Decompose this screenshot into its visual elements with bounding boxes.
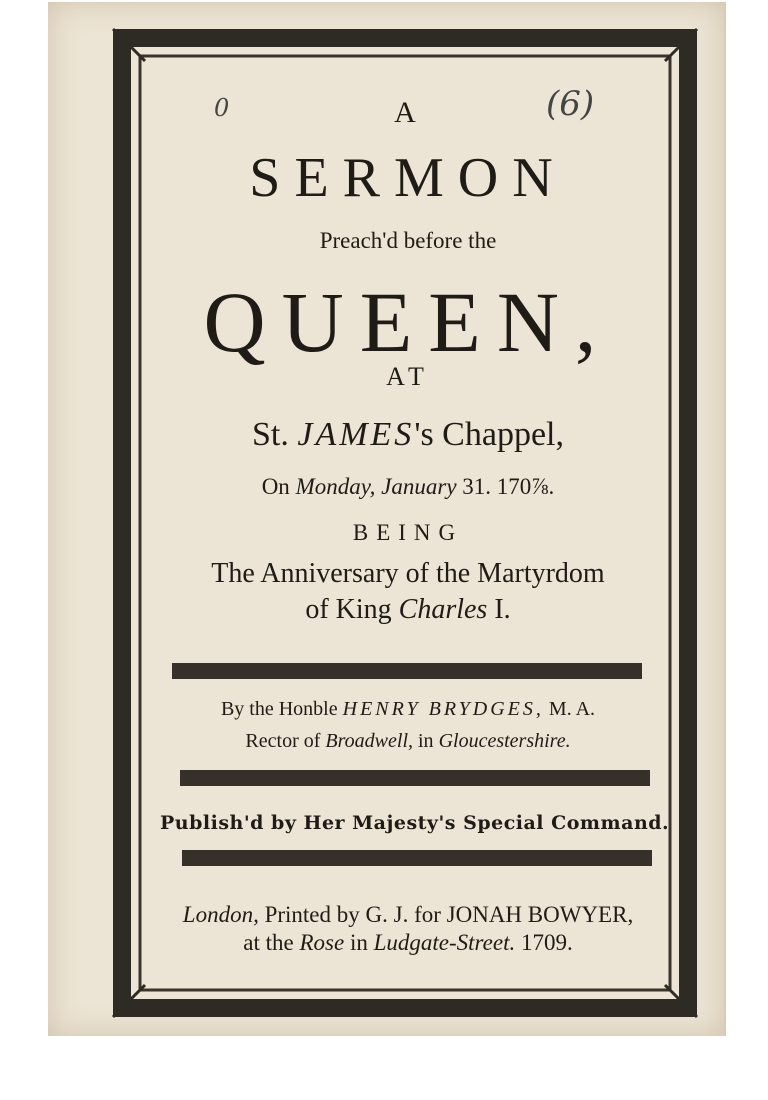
imprint-street: Ludgate-Street.: [373, 930, 516, 955]
title-anniversary-line: The Anniversary of the Martyrdom: [211, 558, 605, 589]
imprint-sign: Rose: [299, 930, 345, 955]
handwritten-mark-left: 0: [214, 94, 230, 122]
imprint-printed-by: Printed by G. J. for JONAH BOWYER,: [264, 902, 634, 927]
date-day: Monday,: [295, 474, 376, 499]
chapel-suffix: 's Chappel,: [414, 416, 564, 453]
title-sermon: SERMON: [249, 147, 567, 209]
king-prefix: of King: [305, 594, 392, 625]
publication-command: Publish'd by Her Majesty's Special Command.: [160, 812, 670, 834]
date-on: On: [261, 474, 290, 499]
title-being: BEING: [352, 520, 464, 545]
title-date-line: [160, 474, 656, 500]
imprint-in: in: [349, 930, 368, 955]
chapel-name: JAMES: [297, 416, 415, 453]
rector-parish: Broadwell,: [325, 730, 413, 752]
title-article: A: [394, 96, 422, 129]
title-queen: QUEEN,: [203, 274, 613, 370]
rector-county-in: in: [418, 730, 434, 752]
imprint-city: London,: [182, 902, 259, 927]
rector-county: Gloucestershire.: [438, 730, 571, 752]
rector-prefix: Rector of: [245, 730, 321, 752]
imprint-at-the: at the: [243, 930, 294, 955]
author-line: [160, 698, 656, 721]
rule-3: [182, 850, 652, 866]
date-month: January: [381, 474, 457, 499]
chapel-prefix: St.: [252, 416, 289, 453]
title-at: AT: [386, 362, 430, 391]
rector-line: [160, 730, 656, 753]
author-name: HENRY BRYDGES,: [342, 698, 544, 720]
king-suffix: I.: [494, 594, 511, 625]
imprint-line-2: [160, 930, 656, 956]
author-by-prefix: By the Honble: [220, 698, 338, 720]
title-king-line: [160, 594, 656, 626]
date-rest: 31. 170⅞.: [462, 474, 555, 499]
title-preached-line: Preach'd before the: [319, 228, 497, 253]
title-chapel-line: [160, 416, 656, 454]
rule-1: [172, 663, 642, 679]
imprint-line-1: [160, 902, 656, 928]
handwritten-mark-right: (6): [546, 84, 595, 124]
rule-2: [180, 770, 650, 786]
imprint-year: 1709.: [520, 930, 573, 955]
king-name: Charles: [398, 594, 488, 625]
author-degree: M. A.: [548, 698, 596, 720]
